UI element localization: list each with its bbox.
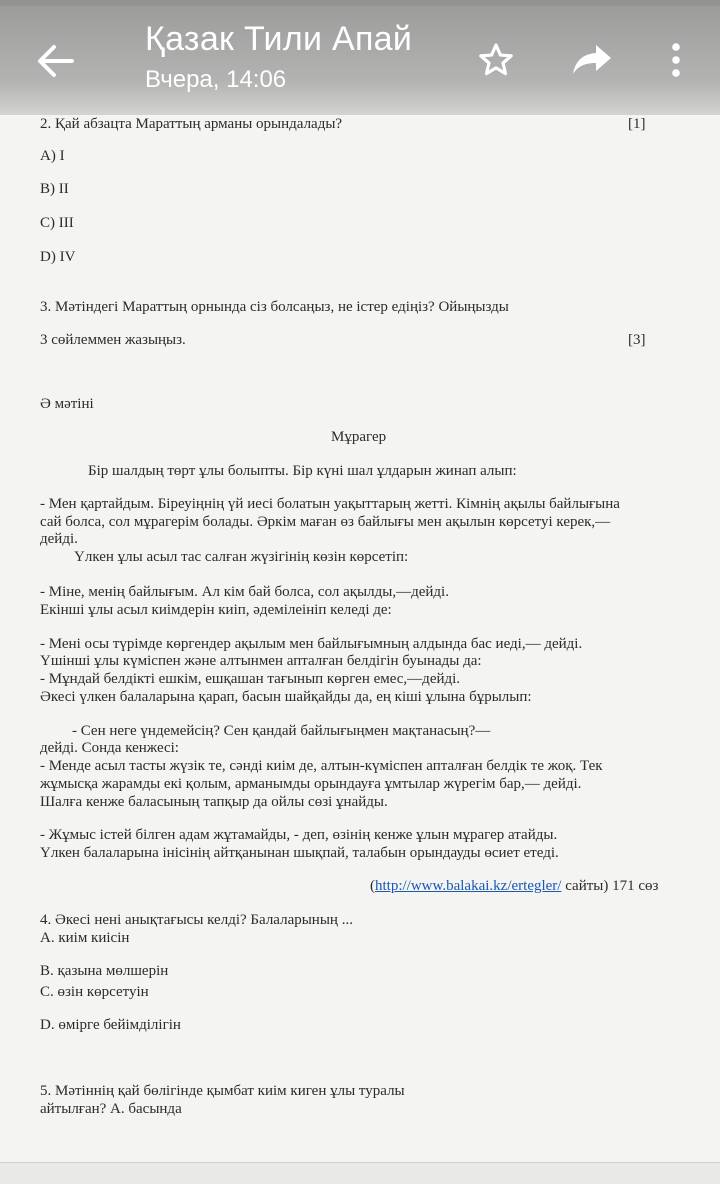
question-5-line-1: 5. Мәтіннің қай бөлігінде қымбат киім киген ұлы туралы — [40, 1083, 405, 1099]
source-line — [370, 877, 658, 895]
story-line: - Міне, менің байлығым. Ал кім бай болса, сол ақылды,—дейді. — [40, 584, 449, 600]
story-line: сай болса, сол мұрагерім болады. Әркім маған өз байлығы мен ақылын көрсетуі керек,— — [40, 514, 611, 530]
story-line: Шалға кенже баласының тапқыр да ойлы сөзі ұнайды. — [40, 794, 388, 810]
source-rest: сайты) 171 сөз — [561, 878, 659, 894]
section-label: Ә мәтіні — [40, 396, 94, 412]
question-3-line-2: 3 сөйлеммен жазыңыз. — [40, 332, 186, 348]
question-2-option-a: A) I — [40, 148, 65, 164]
page-bottom-edge — [0, 1162, 720, 1184]
message-timestamp: Вчера, 14:06 — [145, 66, 287, 93]
story-line: Үлкен ұлы асыл тас салған жүзігінің көзін көрсетіп: — [74, 549, 409, 565]
story-line: - Мұндай белдікті ешкім, ешқашан тағынып көрген емес,—дейді. — [40, 671, 461, 687]
story-line: жұмысқа жарамды екі қолым, арманымды орындауға ұмтылар жүрегім бар,— дейді. — [40, 776, 582, 792]
question-2-points: [1] — [628, 116, 646, 132]
back-button[interactable] — [30, 38, 80, 84]
story-line: Үшінші ұлы күміспен және алтынмен апталған белдігін буынады да: — [40, 653, 482, 669]
question-4-text: 4. Әкесі нені анықтағысы келді? Балаларының ... — [40, 912, 353, 928]
app-header — [0, 0, 720, 115]
source-link[interactable]: http://www.balakai.kz/ertegler/ — [375, 878, 562, 894]
story-line: - Мен қартайдым. Біреуіңнің үй иесі болатын уақыттарың жетті. Кімнің ақылы байлығына — [40, 496, 620, 512]
story-title: Мұрагер — [331, 429, 387, 445]
story-line: - Мені осы түрімде көргендер ақылым мен байлығымның алдында бас иеді,— дейді. — [40, 636, 583, 652]
star-icon — [477, 41, 515, 79]
source-open: ( — [370, 878, 375, 894]
question-4-option-d: D. өмірге бейімділігін — [40, 1017, 181, 1033]
question-3-line-1: 3. Мәтіндегі Мараттың орнында сіз болсаңыз, не істер едіңіз? Ойыңызды — [40, 299, 509, 315]
question-2-option-b: B) II — [40, 181, 69, 197]
story-line: - Жұмыс істей білген адам жұтамайды, - деп, өзінің кенже ұлын мұрагер атайды. — [40, 827, 558, 843]
question-2-text: 2. Қай абзацта Мараттың арманы орындалады? — [40, 116, 343, 132]
arrow-left-icon — [36, 44, 74, 78]
story-line: дейді. — [40, 531, 78, 547]
story-line: Үлкен балаларына інісінің айтқанынан шықпай, талабын орындауды өсиет етеді. — [40, 845, 559, 861]
question-4-option-c: С. өзін көрсетуін — [40, 984, 149, 1000]
question-4-option-a: А. киім киісін — [40, 930, 130, 946]
chat-title: Қазак Тили Апай — [145, 20, 413, 58]
question-3-points: [3] — [628, 332, 646, 348]
story-line: Бір шалдың төрт ұлы болыпты. Бір күні шал ұлдарын жинап алып: — [88, 463, 517, 479]
share-icon — [571, 43, 613, 77]
story-line: - Сен неге үндемейсің? Сен қандай байлығыңмен мақтанасың?— — [72, 723, 491, 739]
star-button[interactable] — [472, 36, 520, 84]
question-4-option-b: В. қазына мөлшерін — [40, 963, 169, 979]
question-2-option-c: C) III — [40, 215, 74, 231]
story-line: - Менде асыл тасты жүзік те, сәнді киім де, алтын-күміспен апталған белдік те жоқ. Тек — [40, 758, 603, 774]
share-button[interactable] — [566, 36, 618, 84]
question-5-line-2: айтылған? А. басында — [40, 1101, 182, 1117]
story-line: Әкесі үлкен балаларына қарап, басын шайқайды да, ең кіші ұлына бұрылып: — [40, 689, 532, 705]
story-line: дейді. Сонда кенжесі: — [40, 740, 179, 756]
more-vert-icon — [671, 42, 681, 78]
question-2-option-d: D) IV — [40, 249, 76, 265]
story-line: Екінші ұлы асыл киімдерін киіп, әдемілеініп келеді де: — [40, 602, 392, 618]
more-options-button[interactable] — [656, 36, 696, 84]
